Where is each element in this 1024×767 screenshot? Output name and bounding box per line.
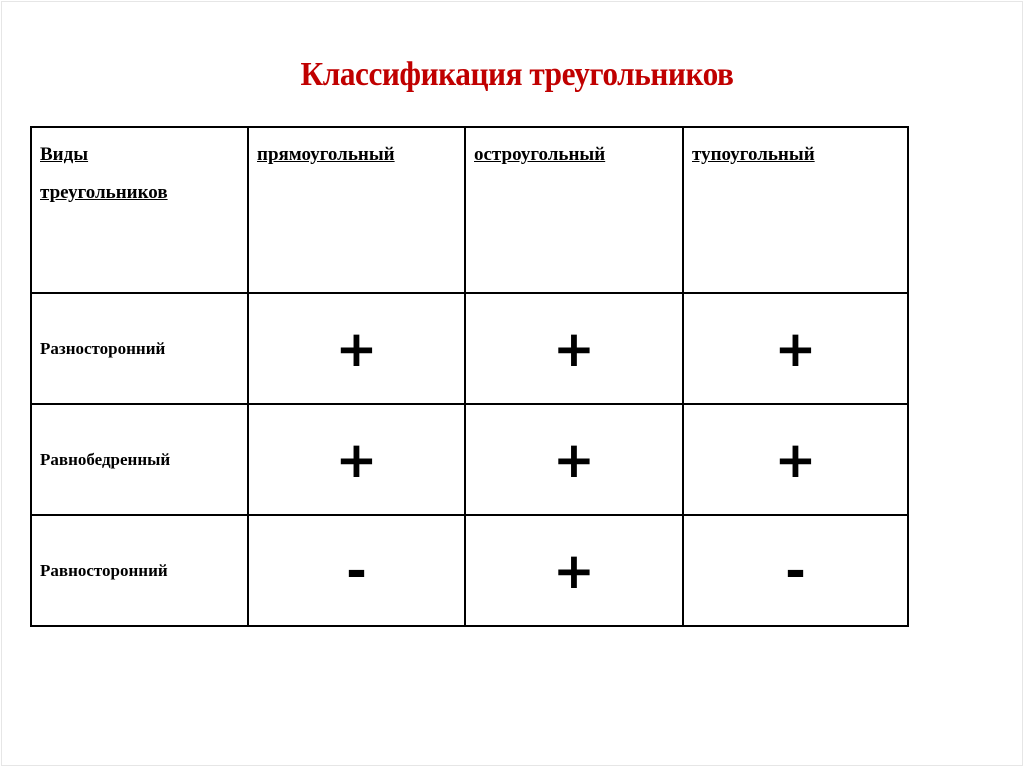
value-mark: - [346, 541, 367, 600]
table-row [31, 404, 908, 515]
header-label: остроугольный [474, 144, 606, 165]
value-mark: + [335, 430, 378, 489]
value-cell [683, 404, 908, 515]
value-cell [683, 293, 908, 404]
classification-table [30, 126, 909, 627]
row-label-cell [31, 515, 248, 626]
slide-title: Классификация треугольников [300, 56, 734, 93]
header-label: прямоугольный [257, 144, 395, 165]
row-label-cell [31, 404, 248, 515]
row-label: Разносторонний [40, 338, 166, 358]
header-label: тупоугольный [692, 144, 815, 165]
value-mark: + [335, 319, 378, 378]
header-cell [248, 127, 465, 293]
header-cell [31, 127, 248, 293]
table-header-row [31, 127, 908, 293]
value-cell [465, 515, 683, 626]
value-cell [465, 404, 683, 515]
value-cell [248, 293, 465, 404]
value-mark: + [553, 430, 595, 489]
table-row [31, 293, 908, 404]
header-label: Виды треугольников [40, 144, 168, 203]
header-cell [683, 127, 908, 293]
row-label: Равносторонний [40, 560, 168, 580]
value-mark: + [553, 319, 595, 378]
value-cell [248, 515, 465, 626]
value-mark: - [785, 541, 806, 600]
value-mark: + [774, 319, 817, 378]
value-cell [248, 404, 465, 515]
value-cell [683, 515, 908, 626]
value-mark: + [774, 430, 817, 489]
row-label-cell [31, 293, 248, 404]
row-label: Равнобедренный [40, 449, 171, 469]
value-mark: + [553, 541, 595, 600]
value-cell [465, 293, 683, 404]
table-row [31, 515, 908, 626]
header-cell [465, 127, 683, 293]
